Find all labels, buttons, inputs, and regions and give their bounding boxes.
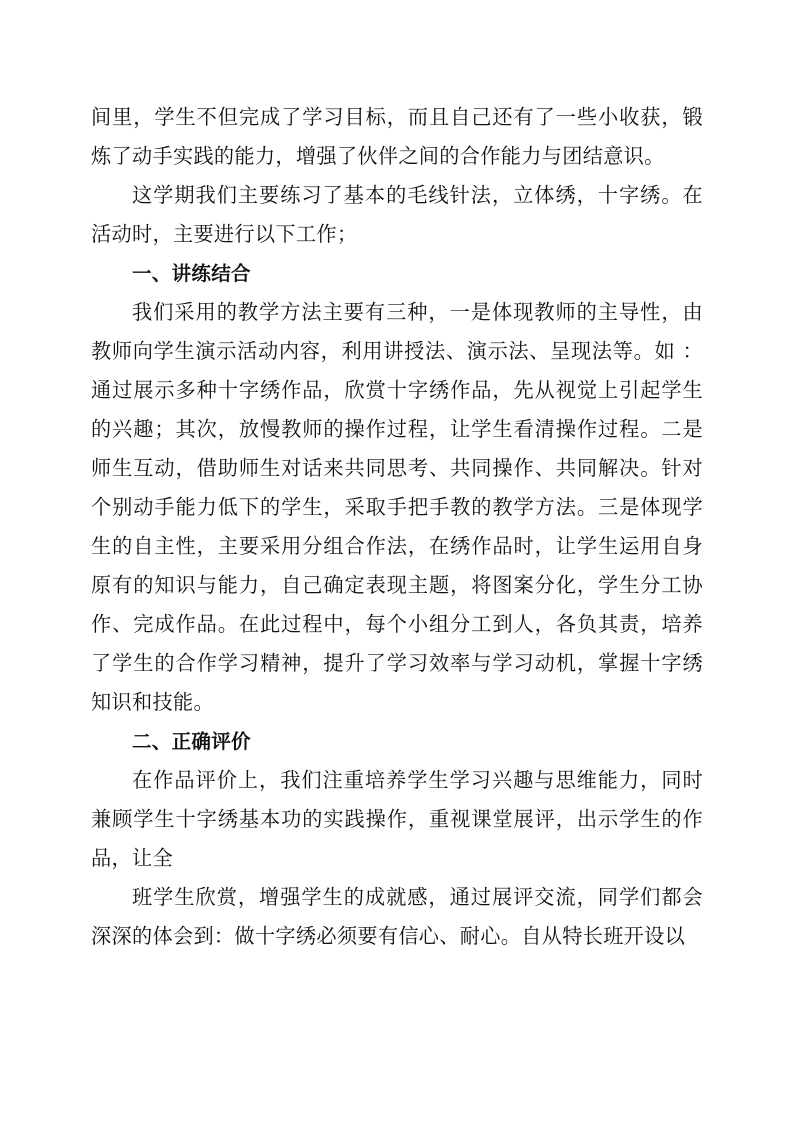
section-heading-1: 一、讲练结合 (132, 262, 251, 285)
document-body (91, 98, 703, 956)
paragraph-teaching-methods: 我们采用的教学方法主要有三种，一是体现教师的主导性，由教师向学生演示活动内容，利用讲授法、演示法、呈现法等。如 ：通过展示多种十字绣作品，欣赏十字绣作品，先从视觉上引起学生的兴趣；其次，放慢教师的操作过程，让学生看清操作过程。二是师生互动，借助师生对话来共同思考、共同操作、共同解决。针对个别动手能力低下的学生，采取手把手教的教学方法。三是体现学生的自主性，主要采用分组合作法，在绣作品时，让学生运用自身原有的知识与能力，自己确定表现主题，将图案分化，学生分工协作、完成作品。在此过程中，每个小组分工到人，各负其责，培养了学生的合作学习精神，提升了学习效率与学习动机，掌握十字绣知识和技能。 (91, 300, 703, 714)
paragraph-evaluation-continued: 班学生欣赏，增强学生的成就感，通过展评交流，同学们都会深深的体会到：做十字绣必须要有信心、耐心。自从特长班开设以 (91, 885, 703, 948)
paragraph-continuation: 间里，学生不但完成了学习目标，而且自己还有了一些小收获，锻炼了动手实践的能力，增强了伙伴之间的合作能力与团结意识。 (91, 105, 703, 168)
section-heading-2: 二、正确评价 (132, 730, 251, 753)
paragraph-evaluation: 在作品评价上，我们注重培养学生学习兴趣与思维能力，同时兼顾学生十字绣基本功的实践操作，重视课堂展评，出示学生的作品，让全 (91, 768, 703, 870)
paragraph-semester-summary: 这学期我们主要练习了基本的毛线针法，立体绣，十字绣。在活动时，主要进行以下工作； (91, 183, 703, 246)
